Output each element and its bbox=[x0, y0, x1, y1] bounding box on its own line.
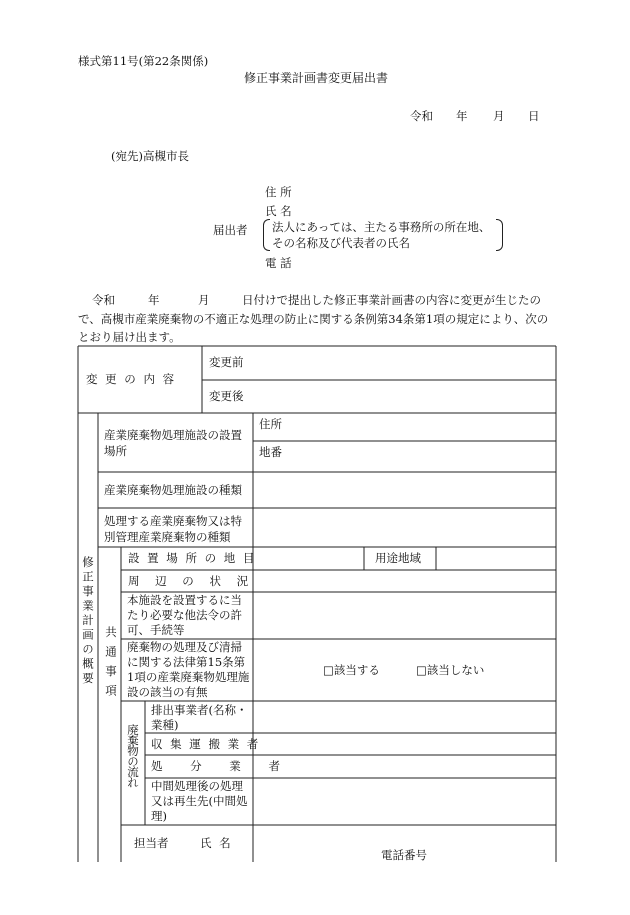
facility-type-label: 産業廃棄物処理施設の種類 bbox=[104, 483, 242, 497]
surroundings-label: 周 辺 の 状 況 bbox=[128, 574, 255, 588]
person-in-charge-label: 担当者 bbox=[134, 836, 169, 850]
date-era: 令和 bbox=[410, 109, 433, 123]
body-text-1: 日付けで提出した修正事業計画書の内容に変更が生じたの bbox=[242, 293, 541, 307]
body-year: 年 bbox=[148, 293, 160, 307]
body-era: 令和 bbox=[92, 293, 115, 307]
disposer-label: 処 分 業 者 bbox=[151, 759, 292, 773]
other-permits-label: 本施設を設置するに当たり必要な他法令の許可、手続等 bbox=[127, 593, 242, 637]
waste-type-label: 処理する産業廃棄物又は特別管理産業廃棄物の種類 bbox=[104, 514, 242, 544]
address-cell-label: 住所 bbox=[259, 417, 282, 431]
lot-number-label: 地番 bbox=[259, 445, 282, 459]
person-name-label: 氏 名 bbox=[200, 836, 233, 850]
date-year: 年 bbox=[456, 109, 468, 123]
date-day: 日 bbox=[528, 109, 540, 123]
form-number: 様式第11号(第22条関係) bbox=[78, 54, 209, 68]
article15-label: 廃棄物の処理及び清掃に関する法律第15条第1項の産業廃棄物処理施設の該当の有無 bbox=[127, 640, 250, 699]
address-label: 住 所 bbox=[265, 185, 292, 199]
date-month: 月 bbox=[493, 109, 505, 123]
common-items-label: 共通事項 bbox=[104, 626, 118, 704]
name-label: 氏 名 bbox=[265, 204, 292, 218]
notifier-label: 届出者 bbox=[213, 223, 248, 237]
change-content-label: 変 更 の 内 容 bbox=[86, 372, 177, 386]
after-label: 変更後 bbox=[209, 389, 244, 403]
document-title: 修正事業計画書変更届出書 bbox=[244, 71, 389, 85]
body-text-2: で、高槻市産業廃棄物の不適正な処理の防止に関する条例第34条第1項の規定により、次の bbox=[78, 312, 549, 326]
facility-location-label: 産業廃棄物処理施設の設置場所 bbox=[104, 428, 242, 458]
not-applicable-checkbox[interactable]: □該当しない bbox=[416, 663, 485, 677]
land-category-label: 設 置 場 所 の 地 目 bbox=[128, 551, 257, 565]
post-treatment-label: 中間処理後の処理又は再生先(中間処理) bbox=[151, 779, 248, 823]
before-label: 変更前 bbox=[209, 355, 244, 369]
body-month: 月 bbox=[198, 293, 210, 307]
phone-number-label: 電話番号 bbox=[381, 848, 427, 862]
applicable-checkbox[interactable]: □該当する bbox=[323, 663, 380, 677]
corp-note-line1: 法人にあっては、主たる事務所の所在地、 bbox=[272, 220, 491, 234]
zoning-label: 用途地域 bbox=[375, 551, 421, 565]
corp-note-line2: その名称及び代表者の氏名 bbox=[272, 236, 410, 250]
addressee: (宛先)高槻市長 bbox=[111, 149, 189, 163]
outline-label: 修正事業計画の概要 bbox=[81, 556, 95, 687]
discharger-label: 排出事業者(名称・業種) bbox=[151, 703, 248, 732]
body-text-3: とおり届け出ます。 bbox=[78, 330, 181, 344]
waste-flow-label: 廃棄物の流れ bbox=[126, 724, 140, 787]
collector-label: 収 集 運 搬 業 者 bbox=[151, 737, 261, 751]
phone-label: 電 話 bbox=[265, 256, 292, 270]
